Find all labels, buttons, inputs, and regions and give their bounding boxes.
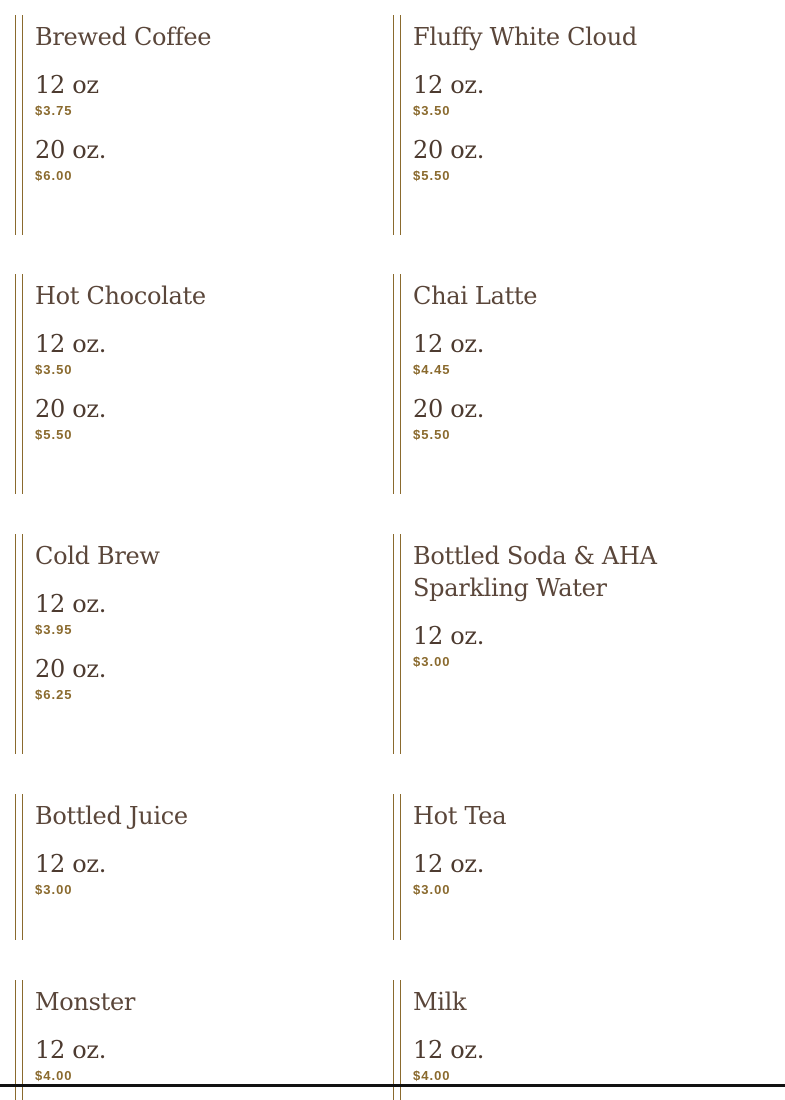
size-option bbox=[35, 850, 385, 899]
size-label: 20 oz. bbox=[413, 136, 485, 164]
menu-item-bottled-juice bbox=[15, 794, 385, 940]
size-price: $3.95 bbox=[35, 622, 73, 637]
size-price: $5.50 bbox=[413, 427, 451, 442]
size-label: 12 oz. bbox=[35, 590, 107, 618]
menu-item-hot-chocolate bbox=[15, 274, 385, 494]
size-label: 12 oz. bbox=[35, 850, 107, 878]
size-option bbox=[35, 136, 385, 185]
size-label: 12 oz. bbox=[413, 622, 485, 650]
menu-item-hot-tea bbox=[393, 794, 763, 940]
size-option bbox=[413, 71, 763, 120]
menu-item-milk bbox=[393, 980, 763, 1100]
size-price: $4.00 bbox=[413, 1068, 451, 1083]
size-option bbox=[35, 590, 385, 639]
menu-item-name: Monster bbox=[35, 988, 136, 1016]
size-option bbox=[413, 1036, 763, 1085]
menu-item-name: Fluffy White Cloud bbox=[413, 23, 637, 51]
size-label: 12 oz. bbox=[413, 1036, 485, 1064]
size-label: 20 oz. bbox=[413, 395, 485, 423]
size-price: $6.00 bbox=[35, 168, 73, 183]
size-option bbox=[35, 655, 385, 704]
size-price: $6.25 bbox=[35, 687, 73, 702]
menu-item-name: Bottled Juice bbox=[35, 802, 188, 830]
size-option bbox=[35, 1036, 385, 1085]
size-label: 12 oz. bbox=[413, 330, 485, 358]
menu-item-cold-brew bbox=[15, 534, 385, 754]
size-option bbox=[413, 330, 763, 379]
menu-item-fluffy-white-cloud bbox=[393, 15, 763, 235]
size-price: $3.00 bbox=[413, 882, 451, 897]
size-label: 12 oz. bbox=[413, 850, 485, 878]
size-price: $5.50 bbox=[413, 168, 451, 183]
size-price: $4.45 bbox=[413, 362, 451, 377]
size-label: 20 oz. bbox=[35, 395, 107, 423]
size-label: 12 oz. bbox=[413, 71, 485, 99]
menu-item-chai-latte bbox=[393, 274, 763, 494]
size-price: $3.00 bbox=[413, 654, 451, 669]
size-option bbox=[413, 850, 763, 899]
menu-item-monster bbox=[15, 980, 385, 1100]
size-option bbox=[413, 395, 763, 444]
size-price: $3.50 bbox=[35, 362, 73, 377]
size-option bbox=[413, 136, 763, 185]
menu-item-name: Cold Brew bbox=[35, 542, 160, 570]
size-price: $3.50 bbox=[413, 103, 451, 118]
size-option bbox=[35, 330, 385, 379]
size-label: 20 oz. bbox=[35, 136, 107, 164]
size-price: $4.00 bbox=[35, 1068, 73, 1083]
size-label: 12 oz. bbox=[35, 330, 107, 358]
size-price: $5.50 bbox=[35, 427, 73, 442]
size-price: $3.75 bbox=[35, 103, 73, 118]
menu-item-name: Brewed Coffee bbox=[35, 23, 212, 51]
menu-item-name: Chai Latte bbox=[413, 282, 538, 310]
size-option bbox=[35, 395, 385, 444]
size-option bbox=[35, 71, 385, 120]
menu-item-name: Bottled Soda & AHA Sparkling Water bbox=[413, 542, 657, 602]
size-label: 12 oz bbox=[35, 71, 99, 99]
size-label: 12 oz. bbox=[35, 1036, 107, 1064]
menu-item-name: Hot Tea bbox=[413, 802, 507, 830]
menu-item-name: Milk bbox=[413, 988, 467, 1016]
menu-item-bottled-soda bbox=[393, 534, 763, 754]
menu-item-brewed-coffee bbox=[15, 15, 385, 235]
size-label: 20 oz. bbox=[35, 655, 107, 683]
size-option bbox=[413, 622, 763, 671]
size-price: $3.00 bbox=[35, 882, 73, 897]
menu-item-name: Hot Chocolate bbox=[35, 282, 206, 310]
